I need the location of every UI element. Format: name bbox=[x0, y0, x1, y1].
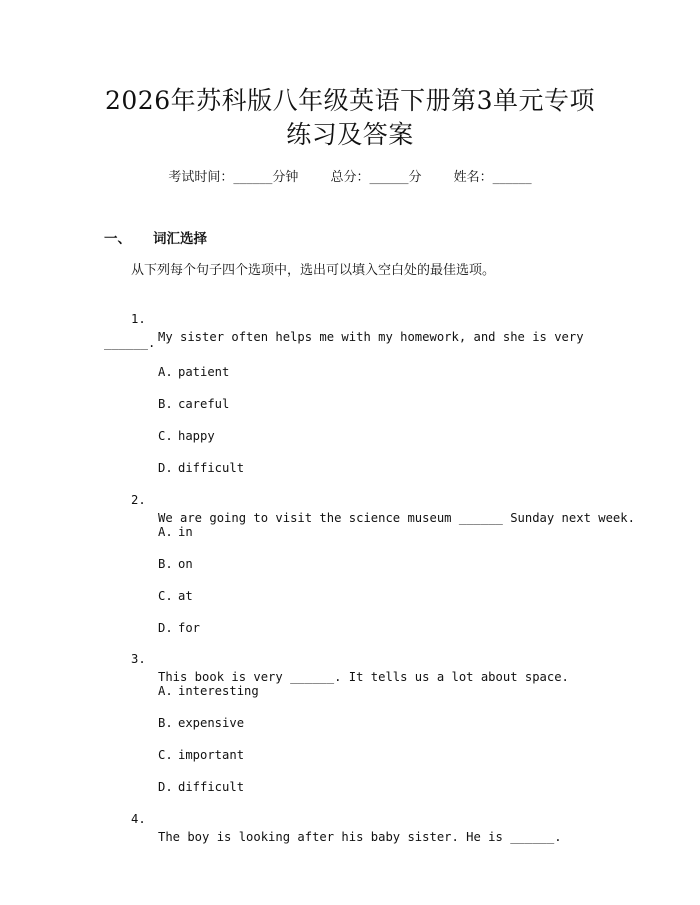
question-1 bbox=[0, 292, 700, 344]
option bbox=[0, 441, 700, 475]
option-letter: A. bbox=[158, 684, 173, 698]
question-2 bbox=[0, 473, 700, 525]
section-title: 词汇选择 bbox=[153, 231, 207, 247]
option bbox=[0, 696, 700, 730]
option bbox=[0, 345, 700, 379]
option-text: for bbox=[178, 621, 201, 635]
option-text: difficult bbox=[178, 461, 245, 475]
question-text: The boy is looking after his baby sister. He is ______. bbox=[158, 830, 562, 844]
option-letter: A. bbox=[158, 525, 173, 539]
option-letter: C. bbox=[158, 748, 173, 762]
question-number: 3. bbox=[131, 652, 146, 666]
option-text: important bbox=[178, 748, 245, 762]
option bbox=[0, 760, 700, 794]
option-text: expensive bbox=[178, 716, 245, 730]
option-letter: B. bbox=[158, 716, 173, 730]
question-number: 1. bbox=[131, 312, 146, 326]
question-text-continued: ______. bbox=[104, 336, 156, 350]
option-letter: B. bbox=[158, 397, 173, 411]
option-letter: C. bbox=[158, 589, 173, 603]
title-line-2: 练习及答案 bbox=[286, 120, 414, 149]
option-text: happy bbox=[178, 429, 215, 443]
question-4 bbox=[0, 792, 700, 844]
option-text: careful bbox=[178, 397, 230, 411]
exam-time: 考试时间：______分钟 bbox=[168, 170, 299, 185]
option-letter: B. bbox=[158, 557, 173, 571]
question-3 bbox=[0, 632, 700, 684]
document-title bbox=[60, 84, 640, 152]
question-number: 2. bbox=[131, 493, 146, 507]
option bbox=[0, 601, 700, 635]
section-instruction: 从下列每个句子四个选项中，选出可以填入空白处的最佳选项。 bbox=[131, 263, 496, 278]
option bbox=[0, 505, 700, 539]
question-text: My sister often helps me with my homework, and she is very bbox=[158, 330, 584, 344]
option-letter: C. bbox=[158, 429, 173, 443]
total-score: 总分：______分 bbox=[330, 170, 422, 185]
section-number: 一、 bbox=[104, 231, 131, 247]
student-name: 姓名：______ bbox=[453, 170, 532, 185]
option bbox=[0, 728, 700, 762]
option-text: on bbox=[178, 557, 193, 571]
option-letter: A. bbox=[158, 365, 173, 379]
option-letter: D. bbox=[158, 780, 173, 794]
option bbox=[0, 569, 700, 603]
option-text: at bbox=[178, 589, 193, 603]
option bbox=[0, 537, 700, 571]
option-letter: D. bbox=[158, 461, 173, 475]
option-letter: D. bbox=[158, 621, 173, 635]
question-text: We are going to visit the science museum ______ Sunday next week. bbox=[158, 511, 635, 525]
option-text: interesting bbox=[178, 684, 259, 698]
option-text: in bbox=[178, 525, 193, 539]
exam-meta bbox=[0, 169, 700, 187]
question-number: 4. bbox=[131, 812, 146, 826]
option-text: patient bbox=[178, 365, 230, 379]
question-text: This book is very ______. It tells us a lot about space. bbox=[158, 670, 569, 684]
option bbox=[0, 409, 700, 443]
option bbox=[0, 664, 700, 698]
section-heading bbox=[104, 230, 207, 248]
option-text: difficult bbox=[178, 780, 245, 794]
option bbox=[0, 377, 700, 411]
title-line-1: 2026年苏科版八年级英语下册第3单元专项 bbox=[104, 86, 596, 115]
